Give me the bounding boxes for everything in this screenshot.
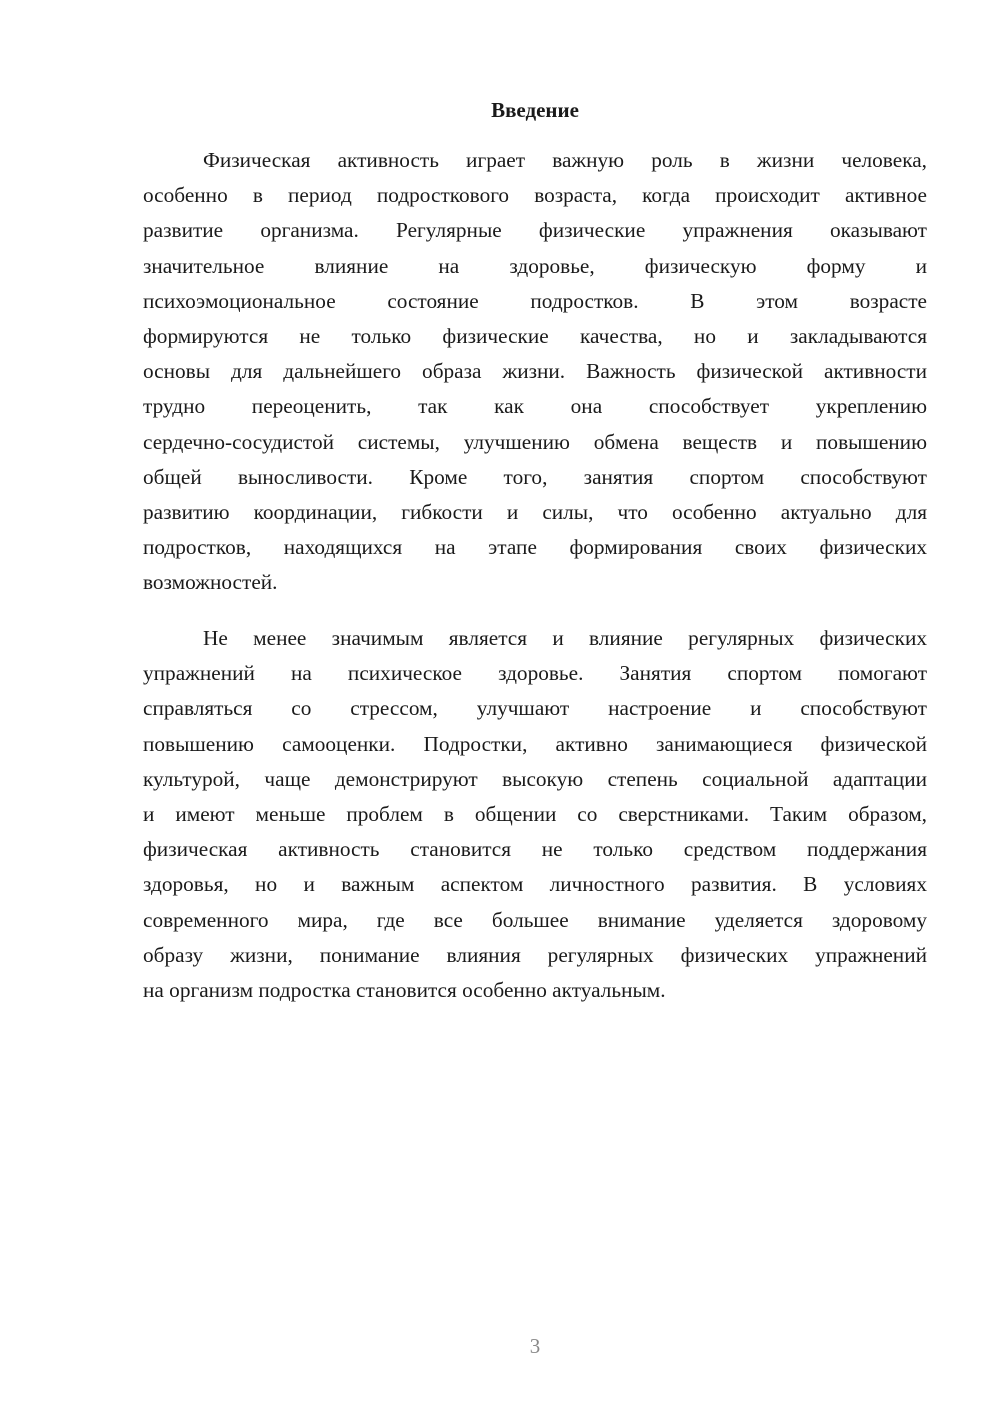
text-line: развитие организма. Регулярные физические упражнения оказывают (143, 218, 927, 243)
text-line: основы для дальнейшего образа жизни. Важность физической активности (143, 359, 927, 384)
text-line: сердечно-сосудистой системы, улучшению обмена веществ и повышению (143, 429, 927, 454)
text-line: физическая активность становится не только средством поддержания (143, 837, 927, 862)
text-line: на организм подростка становится особенно актуальным. (143, 977, 666, 1002)
text-line: Физическая активность играет важную роль в жизни человека, (203, 148, 927, 172)
page-title: Введение (491, 98, 579, 122)
text-line: повышению самооценки. Подростки, активно занимающиеся физической (143, 731, 927, 756)
paragraph-1 (143, 143, 927, 600)
text-line: и имеют меньше проблем в общении со сверстниками. Таким образом, (143, 801, 927, 826)
paragraph-2 (143, 621, 927, 1008)
text-line: трудно переоценить, так как она способствует укреплению (143, 394, 927, 419)
text-line: психоэмоциональное состояние подростков. В этом возрасте (143, 288, 927, 313)
text-line: культурой, чаще демонстрируют высокую степень социальной адаптации (143, 766, 927, 791)
text-line: общей выносливости. Кроме того, занятия спортом способствуют (143, 464, 927, 489)
text-line: здоровья, но и важным аспектом личностного развития. В условиях (143, 872, 927, 897)
text-line: современного мира, где все большее внимание уделяется здоровому (143, 907, 927, 932)
text-line: упражнений на психическое здоровье. Занятия спортом помогают (143, 661, 927, 686)
text-line: Не менее значимым является и влияние регулярных физических (203, 626, 927, 650)
text-line: развитию координации, гибкости и силы, что особенно актуально для (143, 499, 927, 524)
page-number: 3 (529, 1334, 541, 1358)
text-line: подростков, находящихся на этапе формирования своих физических (143, 535, 927, 560)
text-line: образу жизни, понимание влияния регулярных физических упражнений (143, 942, 927, 967)
text-line: справляться со стрессом, улучшают настроение и способствуют (143, 696, 927, 721)
text-line: формируются не только физические качества, но и закладываются (143, 323, 927, 348)
text-line: возможностей. (143, 570, 278, 595)
text-line: особенно в период подросткового возраста, когда происходит активное (143, 183, 927, 208)
text-line: значительное влияние на здоровье, физическую форму и (143, 253, 927, 278)
